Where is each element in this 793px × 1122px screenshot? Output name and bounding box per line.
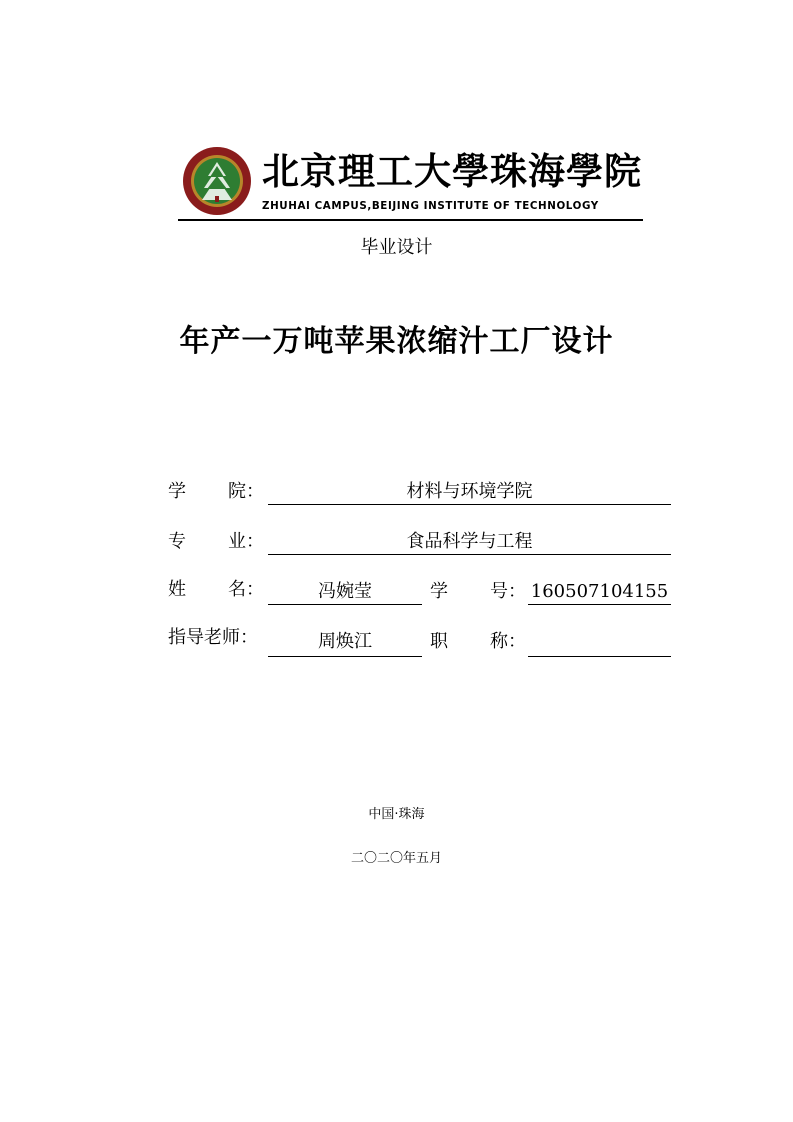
university-emblem-icon bbox=[182, 146, 252, 216]
name-value: 冯婉莹 bbox=[318, 581, 372, 602]
id-underline bbox=[528, 604, 671, 605]
college-label-a: 学 bbox=[168, 481, 186, 502]
rank-label-b: 称： bbox=[490, 631, 526, 652]
id-value: 160507104155 bbox=[530, 581, 669, 602]
advisor-label: 指导老师： bbox=[168, 627, 258, 648]
name-label-b: 名： bbox=[228, 579, 264, 600]
id-label-a: 学 bbox=[430, 581, 448, 602]
major-value: 食品科学与工程 bbox=[406, 531, 533, 552]
footer-place: 中国·珠海 bbox=[368, 807, 425, 822]
advisor-value: 周焕江 bbox=[318, 631, 372, 652]
college-underline bbox=[268, 504, 671, 505]
university-name-cn: 北京理工大學珠海學院 bbox=[262, 149, 642, 193]
id-label-b: 号： bbox=[490, 581, 526, 602]
name-label-a: 姓 bbox=[168, 579, 186, 600]
major-underline bbox=[268, 554, 671, 555]
major-label-a: 专 bbox=[168, 531, 186, 552]
footer-date: 二〇二〇年五月 bbox=[350, 851, 442, 866]
document-type: 毕业设计 bbox=[360, 237, 433, 258]
thesis-title: 年产一万吨苹果浓缩汁工厂设计 bbox=[179, 324, 614, 359]
rank-underline bbox=[528, 656, 671, 657]
major-label-b: 业： bbox=[228, 531, 264, 552]
college-value: 材料与环境学院 bbox=[406, 481, 533, 502]
advisor-underline bbox=[268, 656, 422, 657]
header-rule bbox=[178, 219, 643, 221]
college-label-b: 院： bbox=[228, 481, 264, 502]
university-name-en: ZHUHAI CAMPUS,BEIJING INSTITUTE OF TECHNOLOGY bbox=[262, 200, 599, 212]
name-underline bbox=[268, 604, 422, 605]
rank-label-a: 职 bbox=[430, 631, 448, 652]
